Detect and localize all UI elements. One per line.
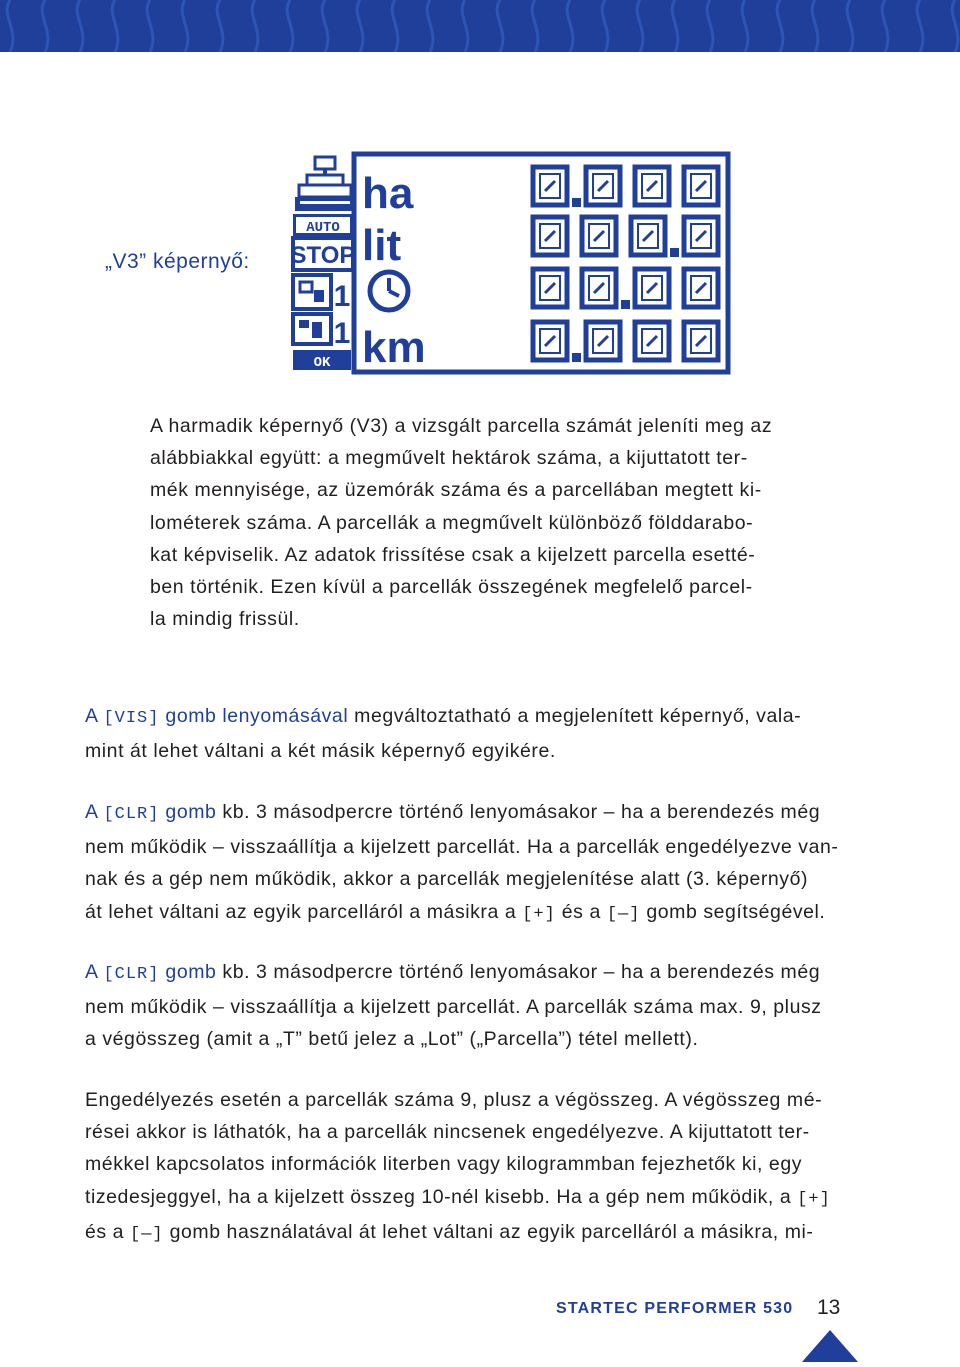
plus-key-label: [+]	[522, 904, 556, 924]
vis-key-label: [VIS]	[103, 709, 160, 728]
clr-key-label: [CLR]	[103, 805, 160, 824]
value-row-4	[533, 322, 718, 362]
field-counter-icon	[293, 275, 350, 313]
text-line: mint át lehet váltani a két másik képernyő egyikére.	[85, 740, 556, 763]
text-line: nem működik – visszaállítja a kijelzett parcellát. A parcellák száma max. 9, plusz	[85, 996, 822, 1019]
page-number: 13	[817, 1296, 841, 1319]
text-line: la mindig frissül.	[150, 608, 300, 631]
text-part: gomb használatával át lehet váltani az egyik parcelláról a másikra, mi-	[163, 1220, 814, 1243]
key-link-text: gomb lenyomásával	[159, 705, 349, 727]
value-row-3	[533, 269, 718, 309]
minus-key-label: [—]	[130, 1224, 164, 1244]
text-line-rest: kb. 3 másodpercre történő lenyomásakor – ha a berendezés még	[216, 801, 821, 823]
clr-button-paragraph-2	[85, 956, 875, 1056]
corner-triangle-icon	[802, 1330, 862, 1367]
footer-product-title: STARTEC PERFORMER 530	[556, 1300, 794, 1317]
svg-text:1: 1	[333, 317, 351, 350]
text-part: és a	[555, 900, 607, 923]
text-line	[85, 700, 875, 735]
auto-icon	[293, 214, 353, 236]
text-a: A	[85, 801, 104, 823]
clock-icon	[370, 272, 408, 310]
text-line: kat képviselik. Az adatok frissítése csak a kijelzett parcella esetté-	[150, 543, 756, 566]
key-link-text: gomb	[159, 801, 217, 823]
vis-button-paragraph	[85, 700, 875, 767]
text-line	[85, 896, 875, 931]
machine-icon	[295, 157, 355, 211]
ok-icon	[293, 350, 351, 371]
text-line: lométerek száma. A parcellák a megművelt különböző földdarabo-	[150, 511, 754, 534]
text-line-rest: megváltoztatható a megjelenített képernyő, vala-	[348, 705, 802, 727]
minus-key-label: [—]	[606, 904, 641, 924]
text-line: nak és a gép nem működik, akkor a parcellák megjelenítése alatt (3. képernyő)	[85, 868, 809, 891]
text-line-rest: kb. 3 másodpercre történő lenyomásakor – ha a berendezés még	[216, 961, 821, 983]
text-part: és a	[85, 1220, 131, 1243]
text-line	[85, 956, 875, 991]
lot-counter-icon	[293, 314, 350, 350]
header-pattern-band	[0, 0, 960, 52]
screen-caption: „V3” képernyő:	[105, 250, 250, 273]
stop-icon	[291, 238, 356, 270]
v3-description-paragraph	[150, 410, 810, 635]
text-line: ben történik. Ezen kívül a parcellák összegének megfelelő parcel-	[150, 576, 753, 599]
text-line: alábbiakkal együtt: a megművelt hektárok száma, a kijuttatott ter-	[150, 447, 748, 470]
enable-paragraph	[85, 1084, 875, 1251]
text-line	[85, 796, 875, 831]
text-line	[85, 1216, 875, 1251]
text-line: nem működik – visszaállítja a kijelzett parcellát. Ha a parcellák engedélyezve van-	[85, 836, 839, 859]
svg-text:1: 1	[333, 280, 351, 313]
svg-text:OK: OK	[313, 355, 331, 371]
lcd-screen	[290, 150, 735, 385]
svg-text:STOP: STOP	[290, 242, 356, 269]
text-part: tizedesjeggyel, ha a kijelzett összeg 10-nél kisebb. Ha a gép nem működik, a	[85, 1185, 798, 1208]
text-line: A harmadik képernyő (V3) a vizsgált parcella számát jeleníti meg az	[150, 415, 773, 437]
text-part: gomb segítségével.	[640, 900, 826, 923]
text-line: rései akkor is láthatók, ha a parcellák nincsenek engedélyezve. A kijuttatott ter-	[85, 1121, 810, 1144]
text-line: Engedélyezés esetén a parcellák száma 9, plusz a végösszeg. A végösszeg mé-	[85, 1089, 823, 1111]
svg-text:km: km	[362, 323, 426, 372]
value-row-2	[533, 217, 718, 257]
svg-text:AUTO: AUTO	[306, 220, 340, 236]
text-part: át lehet váltani az egyik parcelláról a másikra a	[85, 900, 523, 923]
text-a: A	[85, 705, 104, 727]
svg-text:ha: ha	[362, 169, 414, 218]
text-a: A	[85, 961, 104, 983]
text-line	[85, 1181, 875, 1216]
clr-button-paragraph-1	[85, 796, 875, 931]
text-line: mékkel kapcsolatos információk literben vagy kilogrammban fejezhetők ki, egy	[85, 1153, 803, 1176]
text-line: mék mennyisége, az üzemórák száma és a parcellában megtett ki-	[150, 479, 762, 502]
svg-text:lit: lit	[362, 221, 402, 270]
text-line: a végösszeg (amit a „T” betű jelez a „Lot” („Parcella”) tétel mellett).	[85, 1028, 699, 1051]
plus-key-label: [+]	[797, 1189, 831, 1209]
clr-key-label: [CLR]	[103, 965, 160, 984]
key-link-text: gomb	[159, 961, 217, 983]
value-row-1	[533, 167, 718, 207]
